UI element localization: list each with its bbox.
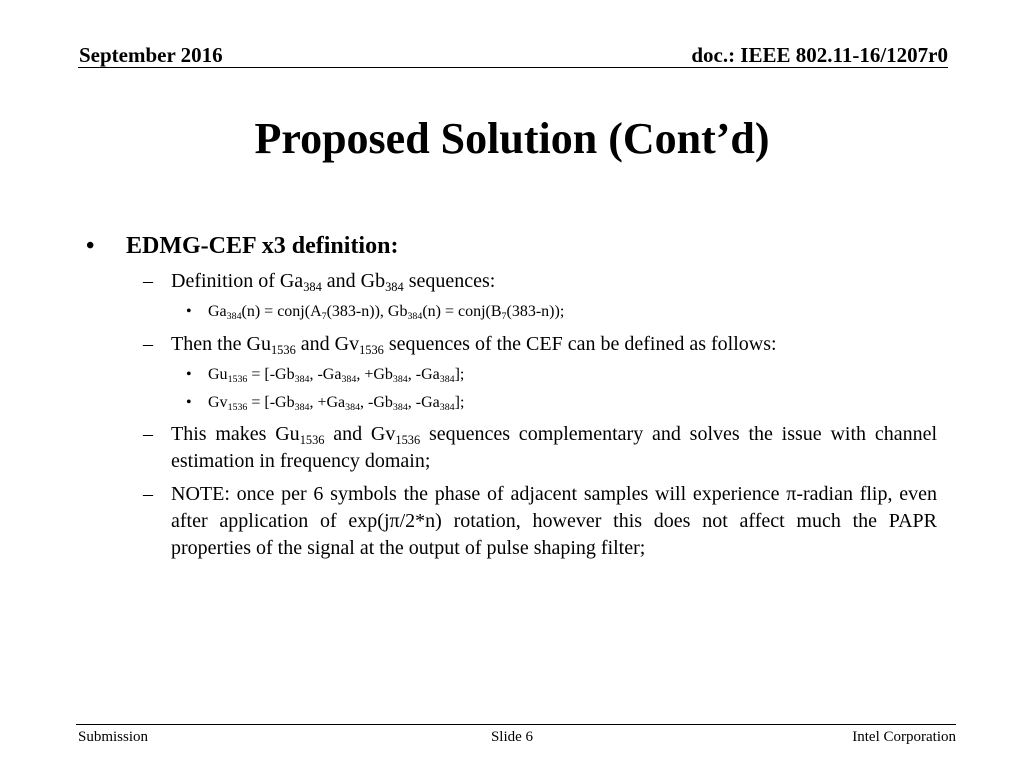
bullet-marker: • xyxy=(86,233,95,259)
header-date: September 2016 xyxy=(79,43,223,67)
footer-divider xyxy=(76,724,956,725)
gu-formula: $Gu_{1536} = [-Gb_{384}$, $-Ga_{384}$, $+Gb_{384}$, $-Ga_{384}$]; xyxy=(208,366,465,386)
dot-marker: • xyxy=(186,394,192,411)
slide-title: Proposed Solution (Cont’d) xyxy=(254,114,770,163)
footer-submission: Submission xyxy=(78,729,149,745)
dash-marker: – xyxy=(143,270,153,292)
dash-marker: – xyxy=(143,333,153,355)
main-bullet: EDMG-CEF x3 definition: xyxy=(126,233,399,259)
then-line: Then the $Gu_{1536}$ and $Gv_{1536}$ sequences of the CEF can be defined as follows: xyxy=(171,333,777,357)
definition-line: Definition of $Ga_{384}$ and $Gb_{384}$ sequences: xyxy=(171,270,496,294)
dash-marker: – xyxy=(143,423,153,445)
definition-formula: $Ga_{384}(n)$ = $conj(A_7(383-n))$, $Gb_{384}(n)$ = $conj(B_7(383-n))$; xyxy=(208,303,565,323)
dot-marker: • xyxy=(186,366,192,383)
footer-slide-number: Slide 6 xyxy=(490,729,534,745)
note-paragraph: NOTE: once per 6 symbols the phase of adjacent samples will experience π-radian flip, even after application of exp(jπ/2*n) rotation, however this does not affect much the PAPR properties of the signal at the output of pulse shaping filter; xyxy=(171,483,937,559)
header-divider xyxy=(78,67,948,68)
dash-marker: – xyxy=(143,483,153,505)
header-doc-id: doc.: IEEE 802.11-16/1207r0 xyxy=(691,43,948,67)
gv-formula: $Gv_{1536} = [-Gb_{384}$, $+Ga_{384}$, $-Gb_{384}$, $-Ga_{384}$]; xyxy=(208,394,465,414)
complementary-paragraph: This makes $Gu_{1536}$ and $Gv_{1536}$ sequences complementary and solves the issue with channel estimation in frequency domain; xyxy=(171,423,938,472)
footer-company: Intel Corporation xyxy=(852,729,956,745)
dot-marker: • xyxy=(186,303,192,320)
